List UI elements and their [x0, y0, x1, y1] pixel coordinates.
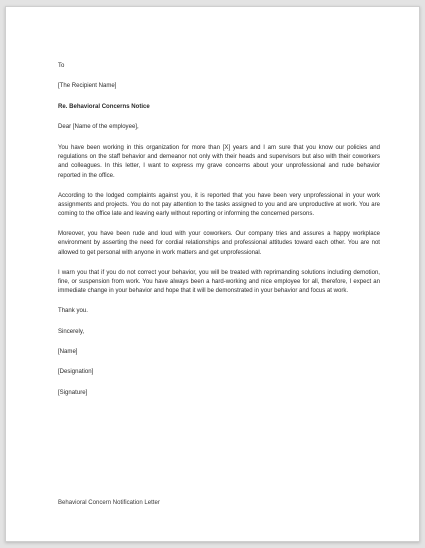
letter-body [58, 62, 380, 409]
salutation: Dear [Name of the employee], [58, 124, 139, 131]
sender-signature: [Signature] [58, 389, 88, 396]
paragraph-4: I warn you that if you do not correct your behavior, you will be treated with reprimanding solutions including demotion, fine, or suspension from work. You have always been a hard-working and nice employee for all, therefore, I expect an immediate change in your behavior and hope that it will be demonstrated in your behavior and focus at work. [58, 269, 380, 295]
paragraph-2: According to the lodged complaints against you, it is reported that you have been very unprofessional in your work assignments and projects. You do not pay attention to the tasks assigned to you and are unproductive at work. You are coming to the office late and leaving early without reporting or informing the concerned persons. [58, 192, 380, 218]
letter-page [5, 6, 420, 542]
to-line: To [58, 63, 65, 69]
thank-you: Thank you. [58, 308, 88, 315]
recipient-name: [The Recipient Name] [58, 83, 117, 90]
subject-line: Re. Behavioral Concerns Notice [58, 103, 150, 110]
sender-designation: [Designation] [58, 369, 94, 376]
sender-name: [Name] [58, 348, 78, 355]
paragraph-1: You have been working in this organization for more than [X] years and I am sure that you know our policies and regulations on the staff behavior and demeanor not only with their heads and supervisors but also with their coworkers and colleagues. In this letter, I want to express my grave concerns about your unprofessional and rude behavior reported in the office. [58, 144, 380, 179]
paragraph-3: Moreover, you have been rude and loud with your coworkers. Our company tries and assures a happy workplace environment by asserting the need for cordial relationships and professional attitudes toward each other. You are not allowed to get personal with anyone in work matters and get unprofessional. [58, 231, 380, 256]
closing: Sincerely, [58, 328, 85, 335]
page-footer: Behavioral Concern Notification Letter [58, 500, 160, 506]
